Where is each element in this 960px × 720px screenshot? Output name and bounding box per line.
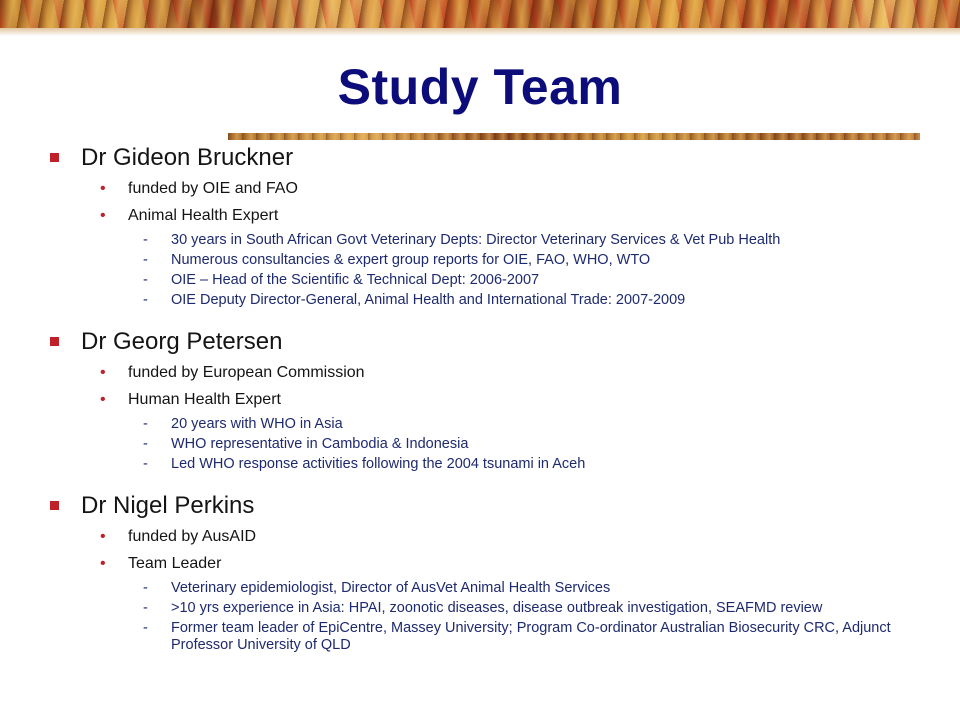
bullet-point: [100, 359, 930, 386]
sub-bullet-text: 20 years with WHO in Asia: [171, 416, 343, 432]
dot-bullet-icon: •: [100, 390, 106, 408]
sub-bullet-point: [143, 416, 930, 433]
dash-bullet-icon: -: [143, 252, 148, 268]
sub-bullet-point: [143, 456, 930, 473]
sub-bullet-point: [143, 252, 930, 269]
person-name: Dr Georg Petersen: [81, 327, 283, 355]
dash-bullet-icon: -: [143, 580, 148, 596]
person-name: Dr Gideon Bruckner: [81, 143, 294, 171]
sub-bullet-point: [143, 580, 930, 597]
person-heading: [50, 324, 930, 359]
dash-bullet-icon: -: [143, 292, 148, 308]
square-bullet-icon: [50, 501, 59, 510]
sub-bullet-point: [143, 272, 930, 289]
slide-content: [50, 140, 930, 661]
person-section: [50, 324, 930, 480]
bullet-text: Animal Health Expert: [128, 206, 279, 224]
dash-bullet-icon: -: [143, 436, 148, 452]
sub-bullet-text: Former team leader of EpiCentre, Massey University; Program Co-ordinator Australian Biosecurity CRC, Adjunct Professor University of QLD: [171, 620, 891, 653]
sub-bullet-point: [143, 600, 930, 617]
slide-title: Study Team: [337, 59, 623, 115]
bullet-text: Human Health Expert: [128, 390, 281, 408]
sub-bullet-text: Numerous consultancies & expert group reports for OIE, FAO, WHO, WTO: [171, 252, 651, 268]
dash-bullet-icon: -: [143, 272, 148, 288]
bullet-text: funded by OIE and FAO: [128, 179, 298, 197]
dash-bullet-icon: -: [143, 456, 148, 472]
sub-bullet-point: [143, 292, 930, 309]
person-heading: [50, 140, 930, 175]
square-bullet-icon: [50, 153, 59, 162]
spacer: [50, 476, 930, 480]
bullet-point: [100, 202, 930, 229]
dash-bullet-icon: -: [143, 620, 148, 636]
dash-bullet-icon: -: [143, 232, 148, 248]
sub-bullet-text: Veterinary epidemiologist, Director of AusVet Animal Health Services: [171, 580, 611, 596]
title-underline: [228, 133, 920, 140]
dot-bullet-icon: •: [100, 554, 106, 572]
bullet-point: [100, 550, 930, 577]
decorative-top-banner: [0, 0, 960, 28]
sub-bullet-point: [143, 620, 930, 654]
bullet-point: [100, 175, 930, 202]
sub-bullet-text: Led WHO response activities following the 2004 tsunami in Aceh: [171, 456, 586, 472]
sub-bullet-text: >10 yrs experience in Asia: HPAI, zoonotic diseases, disease outbreak investigation, SEAFMD review: [171, 600, 823, 616]
bullet-point: [100, 523, 930, 550]
person-section: [50, 140, 930, 316]
spacer: [50, 312, 930, 316]
person-name: Dr Nigel Perkins: [81, 491, 255, 519]
dash-bullet-icon: -: [143, 600, 148, 616]
dot-bullet-icon: •: [100, 206, 106, 224]
dash-bullet-icon: -: [143, 416, 148, 432]
person-section: [50, 488, 930, 661]
square-bullet-icon: [50, 337, 59, 346]
dot-bullet-icon: •: [100, 363, 106, 381]
sub-bullet-point: [143, 232, 930, 249]
dot-bullet-icon: •: [100, 527, 106, 545]
bullet-text: funded by European Commission: [128, 363, 365, 381]
dot-bullet-icon: •: [100, 179, 106, 197]
sub-bullet-point: [143, 436, 930, 453]
sub-bullet-text: OIE Deputy Director-General, Animal Health and International Trade: 2007-2009: [171, 292, 686, 308]
person-heading: [50, 488, 930, 523]
bullet-text: funded by AusAID: [128, 527, 257, 545]
sub-bullet-text: OIE – Head of the Scientific & Technical Dept: 2006-2007: [171, 272, 540, 288]
sub-bullet-text: WHO representative in Cambodia & Indonesia: [171, 436, 469, 452]
bullet-text: Team Leader: [128, 554, 222, 572]
sub-bullet-text: 30 years in South African Govt Veterinary Depts: Director Veterinary Services & Vet Pub Health: [171, 232, 781, 248]
spacer: [50, 657, 930, 661]
bullet-point: [100, 386, 930, 413]
